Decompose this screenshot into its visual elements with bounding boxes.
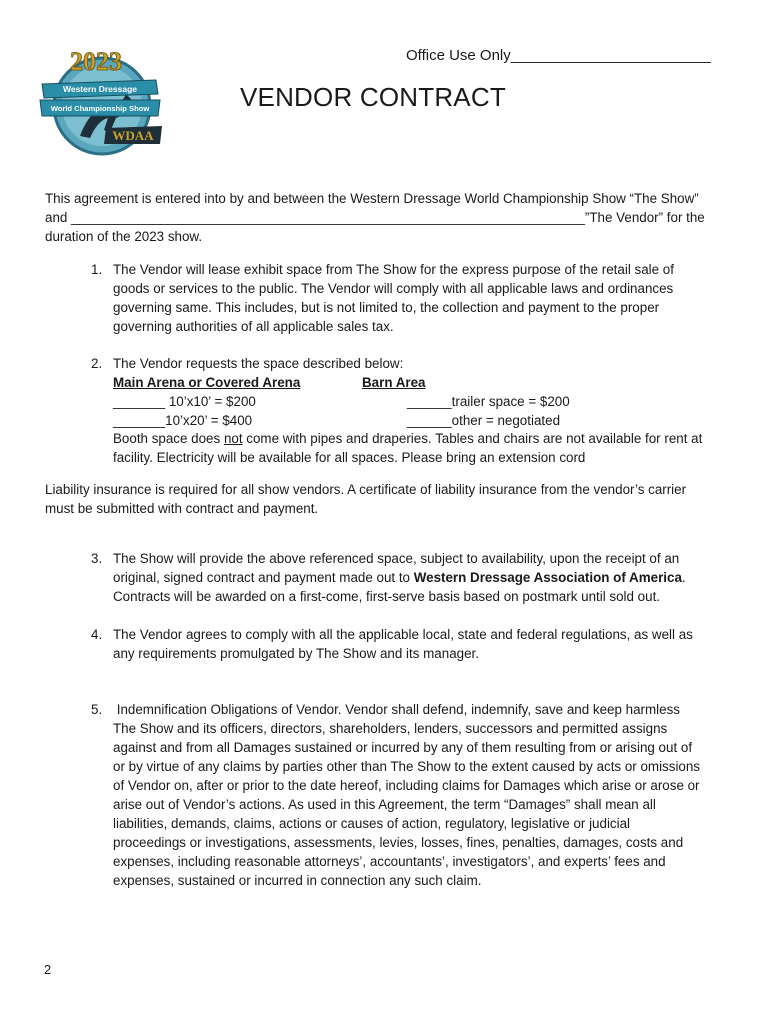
item-5-line: of Vendor on, after or prior to the date hereof, including claims for Damages which arise or arose or xyxy=(113,778,700,793)
item-3-line-2 xyxy=(113,569,686,588)
item-5-line: proceedings or investigations, assessments, levies, losses, fines, penalties, damages, costs and xyxy=(113,835,684,850)
booth-not: not xyxy=(223,431,243,446)
item-1-line: goods or services to the public. The Vendor will comply with all applicable laws and ordinances xyxy=(113,281,674,296)
item-1-line: The Vendor will lease exhibit space from The Show for the express purpose of the retail sale of xyxy=(113,262,674,277)
item-4-line: any requirements promulgated by The Show and its manager. xyxy=(113,646,479,661)
item-3-text-a: original, signed contract and payment made out to xyxy=(113,570,414,585)
item-3-text-c: . xyxy=(681,570,686,585)
item-3-number: 3. xyxy=(91,551,103,566)
item-4-line: The Vendor agrees to comply with all the applicable local, state and federal regulations, as well as xyxy=(113,627,693,642)
item-1-number: 1. xyxy=(91,262,103,277)
main-arena-header: Main Arena or Covered Arena xyxy=(113,375,301,390)
item-5-line: expenses, including reasonable attorneys’, accountants’, investigators’, and experts’ fees and xyxy=(113,854,666,869)
logo-org: WDAA xyxy=(112,128,154,143)
option-other: ______other = negotiated xyxy=(407,413,561,428)
item-1-line: governing same. This includes, but is not limited to, the collection and payment to the proper xyxy=(113,300,660,315)
wdaa-payee: Western Dressage Association of America xyxy=(413,570,682,585)
booth-text-b: come with pipes and draperies. Tables and chairs are not available for rent at xyxy=(242,431,703,446)
office-use-only: Office Use Only________________________ xyxy=(406,47,711,64)
logo-banner-line1: Western Dressage xyxy=(62,84,138,94)
option-10x20: _______10’x20’ = $400 xyxy=(113,413,253,428)
option-10x10: _______ 10’x10’ = $200 xyxy=(113,394,256,409)
item-3-line-3: Contracts will be awarded on a first-come, first-serve basis based on postmark until sold out. xyxy=(113,589,661,604)
logo-banner-line2: World Championship Show xyxy=(50,104,150,113)
intro-line-2: and _____________________________________________________________________”The Vendor” for the xyxy=(45,210,705,225)
item-5-line: expenses, sustained or incurred in connection any such claim. xyxy=(113,873,482,888)
item-5-line: arise out of Vendor’s actions. As used in this Agreement, the term “Damages” shall mean all xyxy=(113,797,656,812)
page-title: VENDOR CONTRACT xyxy=(240,82,506,112)
option-trailer-space: ______trailer space = $200 xyxy=(407,394,570,409)
item-5-line: or by virtue of any claims by parties other than The Show to the extent caused by acts or omissions xyxy=(113,759,701,774)
item-5-number: 5. xyxy=(91,702,103,717)
wdaa-logo xyxy=(36,40,164,160)
item-2-intro: The Vendor requests the space described below: xyxy=(113,356,404,371)
intro-line-1: This agreement is entered into by and between the Western Dressage World Championship Show “The Show” xyxy=(45,191,699,206)
intro-line-3: duration of the 2023 show. xyxy=(45,229,203,244)
liability-line-2: must be submitted with contract and payment. xyxy=(45,501,319,516)
item-1-line: governing authorities of all applicable sales tax. xyxy=(113,319,394,334)
item-3-line-1: The Show will provide the above referenced space, subject to availability, upon the receipt of an xyxy=(113,551,680,566)
item-5-line: Indemnification Obligations of Vendor. Vendor shall defend, indemnify, save and keep harmless xyxy=(113,702,680,717)
item-4-number: 4. xyxy=(91,627,103,642)
item-5-line: The Show and its officers, directors, shareholders, lenders, successors and permitted assigns xyxy=(113,721,668,736)
logo-year: 2023 xyxy=(70,47,122,76)
item-5-line: liabilities, demands, claims, actions or causes of action, regulatory, legislative or judicial xyxy=(113,816,631,831)
page-number: 2 xyxy=(44,962,52,977)
item-2-number: 2. xyxy=(91,356,103,371)
barn-area-header: Barn Area xyxy=(362,375,426,390)
booth-line-1 xyxy=(113,430,702,449)
item-5-line: against and from all Damages sustained or incurred by any of them resulting from or arising out of xyxy=(113,740,693,755)
booth-line-2: facility. Electricity will be available for all spaces. Please bring an extension cord xyxy=(113,450,586,465)
booth-text-a: Booth space does xyxy=(113,431,224,446)
liability-line-1: Liability insurance is required for all show vendors. A certificate of liability insurance from the vendor’s carrier xyxy=(45,482,687,497)
